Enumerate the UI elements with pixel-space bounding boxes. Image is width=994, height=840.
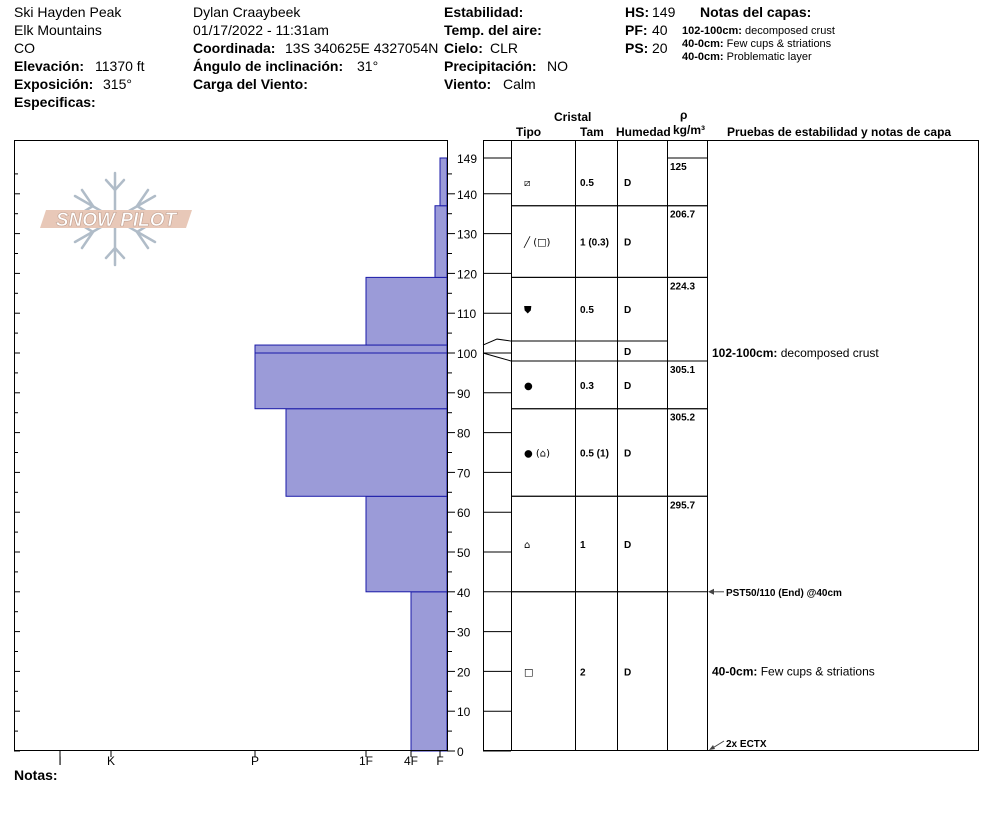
- layer-note-2: 40-0cm: Few cups & striations: [682, 38, 832, 50]
- moisture: D: [624, 448, 632, 460]
- grain-type-symbol: ⧄: [524, 177, 531, 189]
- moisture: D: [624, 347, 632, 359]
- y-tick-label: 20: [457, 665, 471, 680]
- x-tick-label: P: [250, 754, 260, 768]
- sky-value: CLR: [490, 40, 519, 56]
- y-tick-label: 50: [457, 546, 471, 560]
- date-time: 01/17/2022 - 11:31am: [193, 22, 329, 38]
- y-tick-label: 110: [457, 307, 477, 322]
- x-tick-label: F: [436, 754, 444, 768]
- grain-size: 0.5: [580, 305, 594, 317]
- col-cristal: Cristal: [554, 110, 592, 124]
- air-temp-label: Temp. del aire:: [444, 22, 542, 38]
- stability-label: Estabilidad:: [444, 4, 524, 20]
- layer-annotation: 40-0cm: Few cups & striations: [712, 664, 875, 679]
- ps-label: PS:: [625, 40, 649, 56]
- elevation-label: Elevación:: [14, 58, 85, 74]
- hardness-bar: [440, 158, 447, 206]
- layer-connector: [483, 339, 511, 345]
- slope-value: 31°: [357, 58, 379, 74]
- density-value: 224.3: [670, 281, 696, 293]
- specifics-label: Especificas:: [14, 94, 96, 110]
- grain-size: 2: [580, 667, 586, 679]
- grain-type-symbol: ⌂: [524, 540, 531, 552]
- slope-label: Ángulo de inclinación:: [193, 58, 344, 74]
- test-arrow-head: [708, 589, 714, 595]
- grain-type-symbol: ╱ (□): [524, 237, 551, 249]
- layer-notes-title: Notas del capas:: [700, 4, 812, 20]
- y-tick-label: 90: [457, 386, 471, 401]
- hardness-bar: [255, 353, 447, 409]
- mountain-range: Elk Mountains: [14, 22, 102, 38]
- density-value: 305.1: [670, 364, 696, 376]
- x-tick-label: K: [106, 754, 116, 768]
- moisture: D: [624, 237, 632, 249]
- pf-value: 40: [652, 22, 668, 38]
- y-tick-label: 149: [457, 151, 478, 166]
- coordinate-label: Coordinada:: [193, 40, 276, 56]
- y-tick-label: 140: [457, 187, 478, 202]
- x-tick-label: 4F: [403, 754, 419, 768]
- grain-type-symbol: □: [524, 667, 534, 679]
- wind-label: Viento:: [444, 76, 492, 92]
- col-tipo: Tipo: [516, 125, 542, 139]
- hardness-bar: [411, 592, 447, 751]
- layer-table-frame: [484, 141, 979, 751]
- grain-type-symbol: ⛊: [524, 305, 532, 317]
- y-tick-label: 40: [457, 585, 471, 600]
- moisture: D: [624, 667, 632, 679]
- test-arrow-head: [709, 745, 715, 750]
- grain-size: 0.3: [580, 380, 594, 392]
- grain-size: 1 (0.3): [580, 237, 609, 249]
- y-tick-label: 0: [457, 745, 464, 759]
- precip-label: Precipitación:: [444, 58, 537, 74]
- col-humedad: Humedad: [616, 125, 671, 139]
- col-density-unit: kg/m³: [673, 123, 706, 137]
- moisture: D: [624, 305, 632, 317]
- moisture: D: [624, 380, 632, 392]
- stability-test: 2x ECTX: [726, 739, 767, 750]
- aspect-value: 315°: [103, 76, 132, 92]
- y-tick-label: 30: [457, 625, 471, 640]
- layer-note-1: 102-100cm: decomposed crust: [682, 25, 835, 37]
- layer-connector: [483, 353, 511, 361]
- location: Ski Hayden Peak: [14, 4, 122, 20]
- moisture: D: [624, 540, 632, 552]
- density-value: 125: [670, 161, 687, 173]
- grain-type-symbol: ●: [524, 380, 533, 392]
- grain-size: 0.5: [580, 177, 594, 189]
- notes-label: Notas:: [14, 767, 58, 783]
- x-tick-label: 1F: [358, 754, 374, 768]
- moisture: D: [624, 177, 632, 189]
- sky-label: Cielo:: [444, 40, 483, 56]
- hardness-bar: [366, 277, 447, 345]
- layer-annotation: 102-100cm: decomposed crust: [712, 346, 879, 360]
- density-value: 206.7: [670, 209, 696, 221]
- density-value: 295.7: [670, 500, 696, 512]
- grain-type-symbol: ● (⌂): [524, 448, 551, 460]
- observer: Dylan Craaybeek: [193, 4, 301, 20]
- col-tam: Tam: [580, 125, 604, 139]
- hs-value: 149: [652, 4, 676, 20]
- stability-test: PST50/110 (End) @40cm: [726, 587, 842, 599]
- y-tick-label: 130: [457, 227, 478, 242]
- density-value: 305.2: [670, 412, 696, 424]
- pf-label: PF:: [625, 22, 648, 38]
- state: CO: [14, 40, 35, 56]
- hs-label: HS:: [625, 4, 650, 20]
- grain-size: 0.5 (1): [580, 448, 609, 460]
- y-tick-label: 60: [457, 506, 471, 521]
- col-stability-tests: Pruebas de estabilidad y notas de capa: [727, 125, 952, 139]
- hardness-bar: [255, 345, 447, 353]
- wind-load-label: Carga del Viento:: [193, 76, 308, 92]
- hardness-bar: [286, 409, 447, 497]
- snowpilot-logo: [40, 210, 192, 231]
- col-rho: ρ: [680, 108, 688, 122]
- coordinate-value: 13S 340625E 4327054N: [285, 40, 439, 56]
- y-tick-label: 100: [457, 347, 478, 361]
- x-tick-label: I: [58, 754, 62, 768]
- precip-value: NO: [547, 58, 568, 74]
- y-tick-label: 80: [457, 426, 471, 441]
- ps-value: 20: [652, 40, 668, 56]
- elevation-value: 11370 ft: [95, 58, 145, 74]
- hardness-bar: [435, 206, 447, 278]
- svg-text:SNOW PILOT: SNOW PILOT: [55, 210, 177, 231]
- wind-value: Calm: [503, 76, 536, 92]
- y-tick-label: 10: [457, 705, 471, 720]
- y-tick-label: 120: [457, 267, 478, 282]
- layer-note-3: 40-0cm: Problematic layer: [682, 51, 812, 63]
- grain-size: 1: [580, 540, 586, 552]
- hardness-bar: [366, 496, 447, 592]
- y-tick-label: 70: [457, 466, 471, 481]
- aspect-label: Exposición:: [14, 76, 94, 92]
